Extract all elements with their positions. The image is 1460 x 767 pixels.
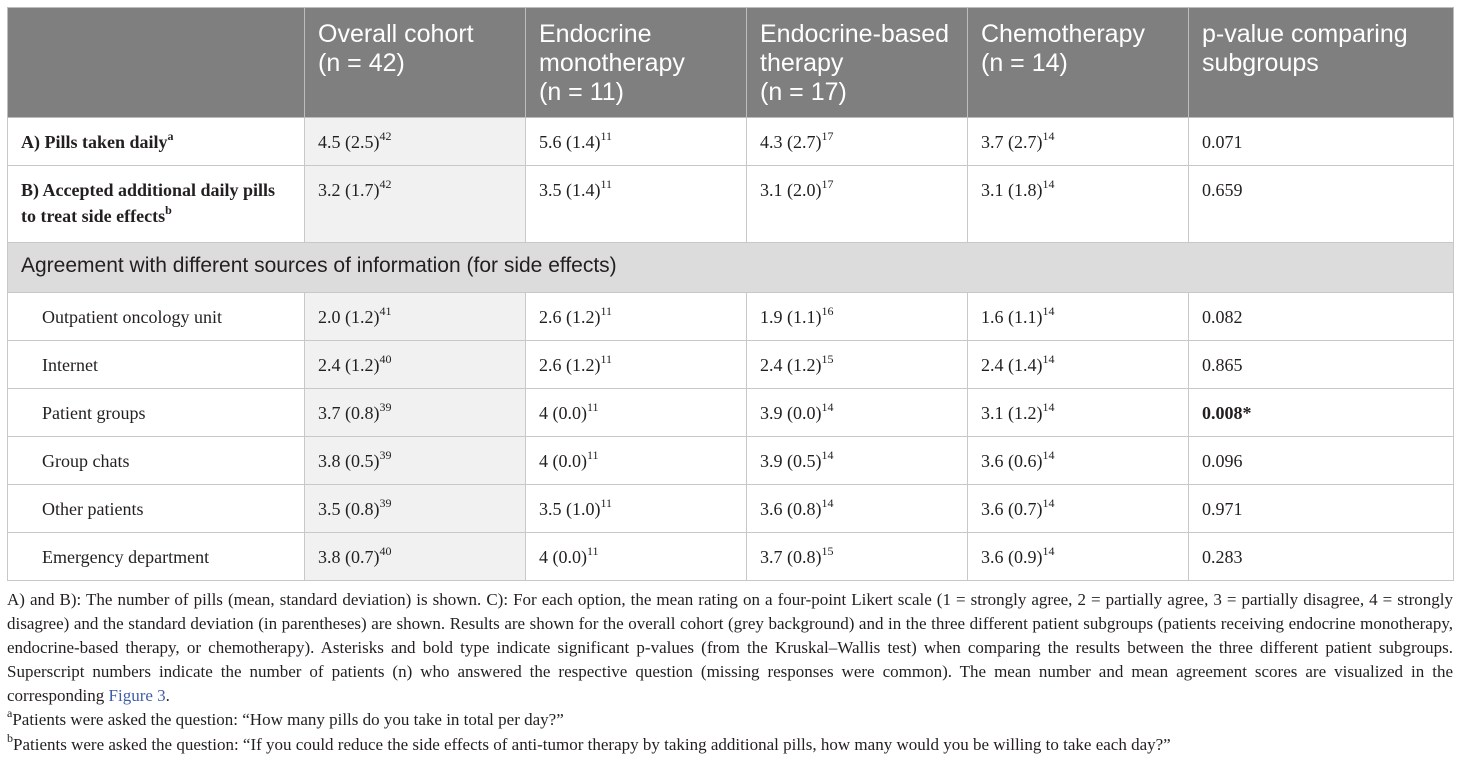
cell-endocrine-mono: 3.5 $(1.0)^{11}$	[526, 485, 747, 533]
section-header-row	[8, 243, 1454, 293]
cell-endocrine-based: 1.9 $(1.1)^{16}$	[747, 293, 968, 341]
cell-endocrine-based: 3.9 $(0.0)^{14}$	[747, 389, 968, 437]
cell-endocrine-mono: 3.5 $(1.4)^{11}$	[526, 166, 747, 243]
cell-chemotherapy: 3.1 $(1.8)^{14}$	[968, 166, 1189, 243]
cell-p-value: 0.008*	[1189, 389, 1454, 437]
cell-endocrine-based: 3.9 $(0.5)^{14}$	[747, 437, 968, 485]
table-row	[8, 293, 1454, 341]
row-label: Patient groups	[8, 389, 305, 437]
cell-endocrine-mono: 2.6 $(1.2)^{11}$	[526, 341, 747, 389]
cell-p-value: 0.283	[1189, 533, 1454, 581]
table-wrapper	[7, 7, 1453, 581]
cell-overall: 3.5 $(0.8)^{39}$	[305, 485, 526, 533]
row-label: Emergency department	[8, 533, 305, 581]
cell-p-value: 0.865	[1189, 341, 1454, 389]
row-accepted-additional-pills	[8, 166, 1454, 243]
results-table	[7, 7, 1454, 581]
header-row	[8, 8, 1454, 118]
source-rows	[8, 293, 1454, 581]
header-chemotherapy: Chemotherapy (n = 14)	[968, 8, 1189, 118]
cell-chemotherapy: 3.6 $(0.7)^{14}$	[968, 485, 1189, 533]
cell-chemotherapy: 3.6 $(0.6)^{14}$	[968, 437, 1189, 485]
footnote-main: A) and B): The number of pills (mean, standard deviation) is shown. C): For each option, the mean rating on a four-point Likert scale (1 = strongly agree, 2 = partially agree, 3 = partially disagree, 4 = strongly disagree) and the standard deviation (in parentheses) are shown. Results are shown for the overall cohort (grey background) and in the three different patient subgroups (patients receiving endocrine monotherapy, endocrine-based therapy, or chemotherapy). Asterisks and bold type indicate significant p-values (from the Kruskal–Wallis test) when comparing the results between the three different patient subgroups. Superscript numbers indicate the number of patients (n) who answered the respective question (missing responses were common). The mean number and mean agreement scores are visualized in the corresponding Figure 3.	[7, 590, 1453, 705]
row-label: Group chats	[8, 437, 305, 485]
header-empty	[8, 8, 305, 118]
section-title: Agreement with different sources of information (for side effects)	[8, 243, 1454, 293]
cell-overall: 3.8 $(0.7)^{40}$	[305, 533, 526, 581]
cell-chemotherapy: 3.1 $(1.2)^{14}$	[968, 389, 1189, 437]
cell-overall: 3.8 $(0.5)^{39}$	[305, 437, 526, 485]
cell-overall: 4.5 $(2.5)^{42}$	[305, 118, 526, 166]
cell-endocrine-based: 3.7 $(0.8)^{15}$	[747, 533, 968, 581]
row-pills-taken-daily	[8, 118, 1454, 166]
header-endocrine-based-therapy: Endocrine-based therapy (n = 17)	[747, 8, 968, 118]
row-label: B) Accepted additional daily pills to treat side effects$^b$	[8, 166, 305, 243]
cell-endocrine-mono: 5.6 $(1.4)^{11}$	[526, 118, 747, 166]
cell-endocrine-based: 3.1 $(2.0)^{17}$	[747, 166, 968, 243]
cell-p-value: 0.082	[1189, 293, 1454, 341]
cell-overall: 2.0 $(1.2)^{41}$	[305, 293, 526, 341]
table-row	[8, 533, 1454, 581]
cell-endocrine-based: 3.6 $(0.8)^{14}$	[747, 485, 968, 533]
table-footnotes	[7, 588, 1453, 758]
cell-endocrine-based: 2.4 $(1.2)^{15}$	[747, 341, 968, 389]
header-overall-cohort: Overall cohort (n = 42)	[305, 8, 526, 118]
row-label: Outpatient oncology unit	[8, 293, 305, 341]
table-row	[8, 485, 1454, 533]
cell-endocrine-mono: 4 $(0.0)^{11}$	[526, 437, 747, 485]
cell-p-value: 0.971	[1189, 485, 1454, 533]
cell-p-value: 0.659	[1189, 166, 1454, 243]
row-label: Internet	[8, 341, 305, 389]
footnote-b: $^b$Patients were asked the question: “If you could reduce the side effects of anti-tumor therapy by taking additional pills, how many would you be willing to take each day?”	[7, 731, 1171, 754]
cell-p-value: 0.096	[1189, 437, 1454, 485]
cell-endocrine-based: 4.3 $(2.7)^{17}$	[747, 118, 968, 166]
cell-endocrine-mono: 4 $(0.0)^{11}$	[526, 533, 747, 581]
cell-chemotherapy: 3.6 $(0.9)^{14}$	[968, 533, 1189, 581]
header-p-value: p-value comparing subgroups	[1189, 8, 1454, 118]
row-label: Other patients	[8, 485, 305, 533]
table-row	[8, 341, 1454, 389]
footnote-a: $^a$Patients were asked the question: “How many pills do you take in total per day?”	[7, 706, 564, 729]
figure-3-link[interactable]: Figure 3	[108, 686, 166, 705]
table-row	[8, 389, 1454, 437]
table-row	[8, 437, 1454, 485]
cell-chemotherapy: 3.7 $(2.7)^{14}$	[968, 118, 1189, 166]
cell-endocrine-mono: 4 $(0.0)^{11}$	[526, 389, 747, 437]
header-endocrine-monotherapy: Endocrine monotherapy (n = 11)	[526, 8, 747, 118]
cell-overall: 3.2 $(1.7)^{42}$	[305, 166, 526, 243]
cell-chemotherapy: 1.6 $(1.1)^{14}$	[968, 293, 1189, 341]
cell-overall: 3.7 $(0.8)^{39}$	[305, 389, 526, 437]
row-label: A) Pills taken daily$^a$	[8, 118, 305, 166]
cell-overall: 2.4 $(1.2)^{40}$	[305, 341, 526, 389]
cell-p-value: 0.071	[1189, 118, 1454, 166]
cell-chemotherapy: 2.4 $(1.4)^{14}$	[968, 341, 1189, 389]
cell-endocrine-mono: 2.6 $(1.2)^{11}$	[526, 293, 747, 341]
